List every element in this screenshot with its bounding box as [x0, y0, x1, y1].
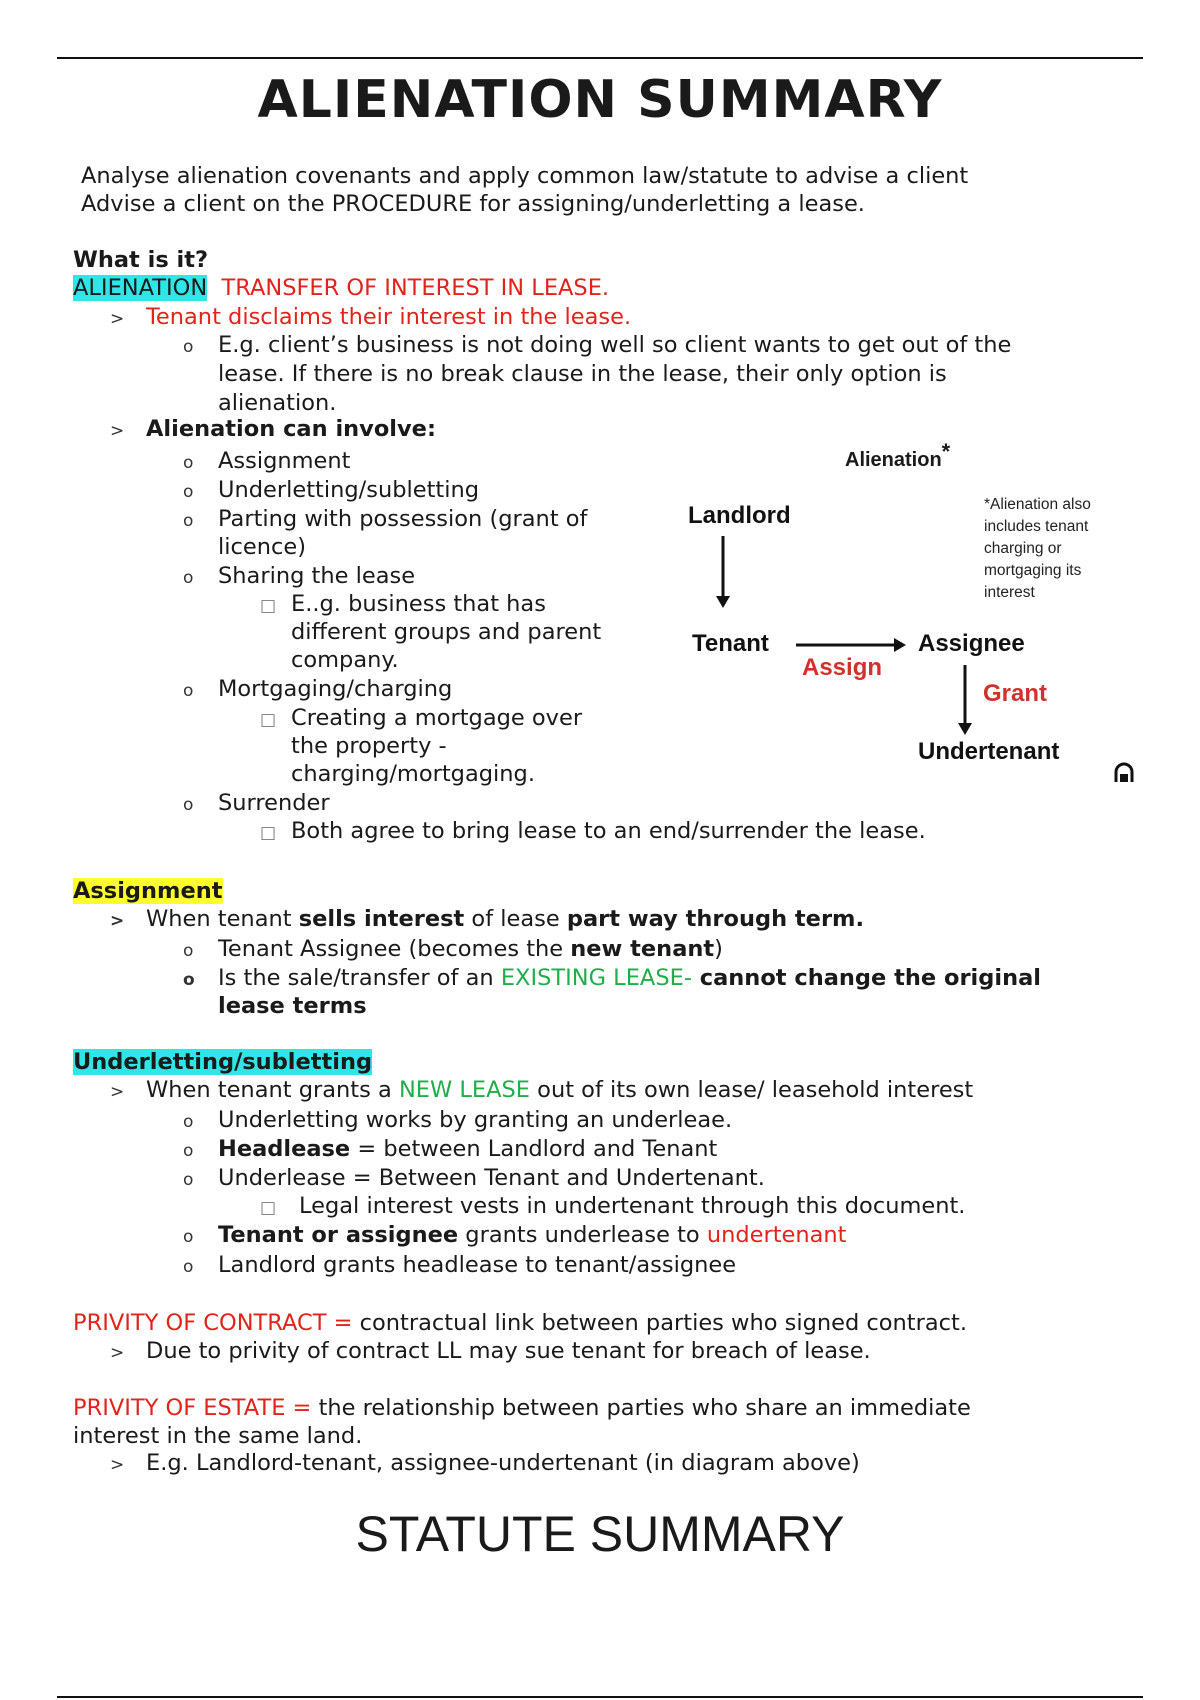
privity-estate-point: E.g. Landlord-tenant, assignee-undertenant (in diagram above) — [146, 1450, 860, 1476]
mortgaging-sub-1: Creating a mortgage over — [291, 705, 583, 731]
alienation-diagram — [650, 436, 1150, 776]
assignment-sub-2-cont: lease terms — [218, 993, 367, 1019]
bullet-icon: o — [183, 1141, 194, 1161]
bullet-icon: o — [183, 1257, 194, 1277]
down-arrow-icon — [955, 665, 975, 739]
diagram-note: *Alienation also includes tenant charging or mortgaging its interest — [984, 496, 1091, 601]
bullet-icon: o — [183, 1112, 194, 1132]
underletting-heading: Underletting/subletting — [73, 1049, 373, 1075]
diagram-title: Alienation* — [845, 439, 951, 471]
assignment-point: When tenant sells interest of lease part way through term. — [146, 906, 865, 932]
privity-contract: PRIVITY OF CONTRACT = contractual link between parties who signed contract. — [73, 1310, 968, 1336]
example-line-3: alienation. — [218, 390, 337, 416]
square-bullet-icon: □ — [260, 710, 277, 730]
example-line-1: E.g. client’s business is not doing well so client wants to get out of the — [218, 332, 1012, 358]
alienation-definition — [73, 274, 609, 302]
involve-sharing: Sharing the lease — [218, 563, 416, 589]
mortgaging-sub-2: the property - — [291, 733, 447, 759]
right-arrow-icon — [796, 635, 908, 655]
involve-parting-2: licence) — [218, 534, 306, 560]
involve-underletting: Underletting/subletting — [218, 477, 480, 503]
arrow-icon: > — [110, 309, 125, 329]
involve-surrender: Surrender — [218, 790, 330, 816]
bullet-icon: o — [183, 453, 194, 473]
sharing-sub-1: E..g. business that has — [291, 591, 546, 617]
underletting-point: When tenant grants a NEW LEASE out of its own lease/ leasehold interest — [146, 1077, 974, 1103]
assignee-node: Assignee — [918, 630, 1025, 657]
top-rule — [57, 57, 1143, 59]
sharing-sub-2: different groups and parent — [291, 619, 602, 645]
arrow-icon: > — [110, 1082, 125, 1102]
grant-label: Grant — [983, 680, 1048, 707]
surrender-sub: Both agree to bring lease to an end/surrender the lease. — [291, 818, 926, 844]
square-bullet-icon: □ — [260, 823, 277, 843]
assignment-heading: Assignment — [73, 878, 223, 904]
arrow-icon: > — [110, 1455, 125, 1475]
bullet-icon: o — [183, 1170, 194, 1190]
point-disclaim: Tenant disclaims their interest in the lease. — [146, 304, 632, 330]
underletting-sub-4: Tenant or assignee grants underlease to undertenant — [218, 1222, 847, 1248]
involve-assignment: Assignment — [218, 448, 351, 474]
mortgaging-sub-3: charging/mortgaging. — [291, 761, 535, 787]
alienation-term: ALIENATION — [73, 275, 208, 301]
diagram-asterisk: * — [941, 439, 951, 464]
assignment-sub-2: Is the sale/transfer of an EXISTING LEASE- cannot change the original — [218, 965, 1041, 991]
bullet-icon: o — [183, 681, 194, 701]
arrow-icon: > — [110, 911, 125, 931]
underletting-sub-3-detail: Legal interest vests in undertenant through this document. — [299, 1193, 966, 1219]
what-heading: What is it? — [73, 247, 209, 273]
statute-summary-title: STATUTE SUMMARY — [355, 1506, 845, 1562]
bullet-icon: o — [183, 970, 195, 990]
assignment-sub-1: Tenant Assignee (becomes the new tenant) — [218, 936, 723, 962]
underletting-sub-5: Landlord grants headlease to tenant/assignee — [218, 1252, 737, 1278]
intro-line-2: Advise a client on the PROCEDURE for assigning/underletting a lease. — [81, 191, 865, 217]
lock-icon — [1112, 762, 1136, 784]
intro-line-1: Analyse alienation covenants and apply common law/statute to advise a client — [81, 163, 969, 189]
bullet-icon: o — [183, 568, 194, 588]
involve-parting-1: Parting with possession (grant of — [218, 506, 588, 532]
alienation-definition-text: TRANSFER OF INTEREST IN LEASE. — [221, 275, 610, 301]
involve-heading: Alienation can involve: — [146, 416, 436, 442]
bullet-icon: o — [183, 1227, 194, 1247]
privity-estate-cont: interest in the same land. — [73, 1423, 363, 1449]
down-arrow-icon — [713, 536, 733, 610]
square-bullet-icon: □ — [260, 1198, 277, 1218]
involve-mortgaging: Mortgaging/charging — [218, 676, 453, 702]
example-line-2: lease. If there is no break clause in the lease, their only option is — [218, 361, 947, 387]
bullet-icon: o — [183, 337, 194, 357]
privity-contract-point: Due to privity of contract LL may sue tenant for breach of lease. — [146, 1338, 871, 1364]
underletting-sub-2: Headlease = between Landlord and Tenant — [218, 1136, 718, 1162]
bullet-icon: o — [183, 795, 194, 815]
bottom-rule — [57, 1696, 1143, 1698]
bullet-icon: o — [183, 482, 194, 502]
tenant-node: Tenant — [692, 630, 769, 657]
landlord-node: Landlord — [688, 502, 791, 529]
underletting-sub-1: Underletting works by granting an underleae. — [218, 1107, 733, 1133]
bullet-icon: o — [183, 941, 194, 961]
underletting-sub-3: Underlease = Between Tenant and Undertenant. — [218, 1165, 765, 1191]
page-title: ALIENATION SUMMARY — [257, 70, 943, 130]
assign-label: Assign — [802, 654, 883, 681]
privity-estate: PRIVITY OF ESTATE = the relationship between parties who share an immediate — [73, 1395, 971, 1421]
sharing-sub-3: company. — [291, 647, 399, 673]
arrow-icon: > — [110, 421, 125, 441]
arrow-icon: > — [110, 1343, 125, 1363]
bullet-icon: o — [183, 511, 194, 531]
undertenant-node: Undertenant — [918, 738, 1060, 765]
square-bullet-icon: □ — [260, 596, 277, 616]
